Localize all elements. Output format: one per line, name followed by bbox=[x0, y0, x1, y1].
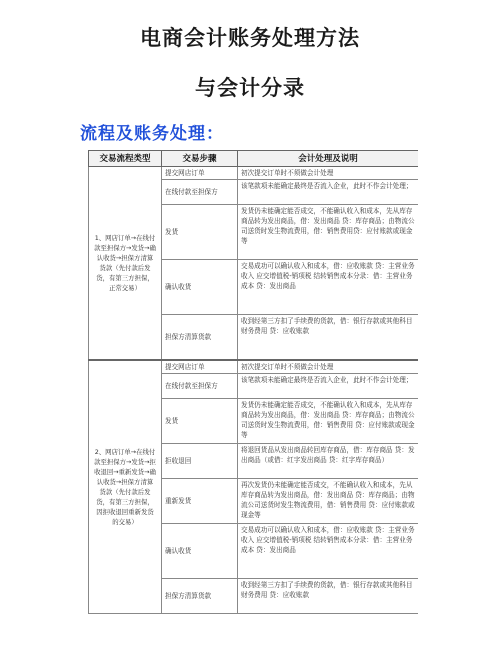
header-desc: 会计处理及说明 bbox=[238, 151, 419, 167]
step-cell: 提交网店订单 bbox=[162, 360, 238, 374]
flow-type-cell: 1、网店订单→在线付款至担保方→发货→确认收货→担保方清算货款（先付款后发货，有第三方担保，正常交易） bbox=[89, 167, 162, 361]
table-header-row bbox=[89, 151, 419, 167]
table-row bbox=[89, 360, 419, 374]
desc-cell: 将退回货品从发出商品转回库存商品，借：库存商品 贷：发出商品（或借：红字发出商品 贷：红字库存商品） bbox=[238, 444, 419, 479]
step-cell: 发货 bbox=[162, 399, 238, 444]
document-title-line1: 电商会计账务处理方法 bbox=[140, 26, 360, 50]
table-row bbox=[89, 167, 419, 180]
accounting-table bbox=[88, 150, 418, 614]
step-cell: 在线付款至担保方 bbox=[162, 374, 238, 399]
desc-cell: 交易成功可以确认收入和成本，借：应收账款 贷：主营业务收入 应交增值税-销项税 结转销售成本分录：借：主营业务成本 贷：发出商品 bbox=[238, 260, 419, 315]
step-cell: 确认收货 bbox=[162, 260, 238, 315]
header-step: 交易步骤 bbox=[162, 151, 238, 167]
section-heading: 流程及账务处理： bbox=[80, 124, 224, 144]
desc-cell: 再次发货仍未能确定能否成交，不能确认收入和成本，先从库存商品转为发出商品，借：发出商品 贷：库存商品；由物流公司送货时发生物流费用，借：销售费用 贷：应付账款或现金等 bbox=[238, 479, 419, 524]
desc-cell: 收到经第三方扣了手续费的货款，借：银行存款或其他科目 财务费用 贷：应收账款 bbox=[238, 579, 419, 614]
desc-cell: 该笔款项未能确定最终是否流入企业，此时不作会计处理； bbox=[238, 180, 419, 205]
desc-cell: 初次提交订单时不须做会计处理 bbox=[238, 167, 419, 180]
step-cell: 发货 bbox=[162, 205, 238, 260]
step-cell: 担保方清算货款 bbox=[162, 579, 238, 614]
desc-cell: 初次提交订单时不须做会计处理 bbox=[238, 360, 419, 374]
document-title-line2: 与会计分录 bbox=[195, 76, 305, 100]
step-cell: 担保方清算货款 bbox=[162, 315, 238, 361]
accounting-table-container bbox=[88, 150, 418, 666]
header-type: 交易流程类型 bbox=[89, 151, 162, 167]
desc-cell: 收到经第三方扣了手续费的货款，借：银行存款或其他科目 财务费用 贷：应收账款 bbox=[238, 315, 419, 361]
flow-type-cell: 2、网店订单→在线付款至担保方→发货→拒收退回→重新发货→确认收货→担保方清算货款（先付款后发货，有第三方担保，因拒收退回重新发货的交易） bbox=[89, 360, 162, 614]
step-cell: 确认收货 bbox=[162, 524, 238, 579]
desc-cell: 发货仍未能确定能否成交，不能确认收入和成本，先从库存商品转为发出商品，借：发出商品 贷：库存商品；由物流公司送货时发生物流费用，借：销售费用贷：应付账款或现金等 bbox=[238, 205, 419, 260]
desc-cell: 发货仍未能确定能否成交，不能确认收入和成本，先从库存商品转为发出商品，借：发出商品 贷：库存商品；由物流公司送货时发生物流费用，借：销售费用 贷：应付账款或现金等 bbox=[238, 399, 419, 444]
desc-cell: 该笔款项未能确定最终是否流入企业，此时不作会计处理； bbox=[238, 374, 419, 399]
step-cell: 在线付款至担保方 bbox=[162, 180, 238, 205]
step-cell: 拒收退回 bbox=[162, 444, 238, 479]
step-cell: 重新发货 bbox=[162, 479, 238, 524]
desc-cell: 交易成功可以确认收入和成本，借：应收账款 贷：主营业务收入 应交增值税-销项税 结转销售成本分录：借：主营业务成本 贷：发出商品 bbox=[238, 524, 419, 579]
step-cell: 提交网店订单 bbox=[162, 167, 238, 180]
